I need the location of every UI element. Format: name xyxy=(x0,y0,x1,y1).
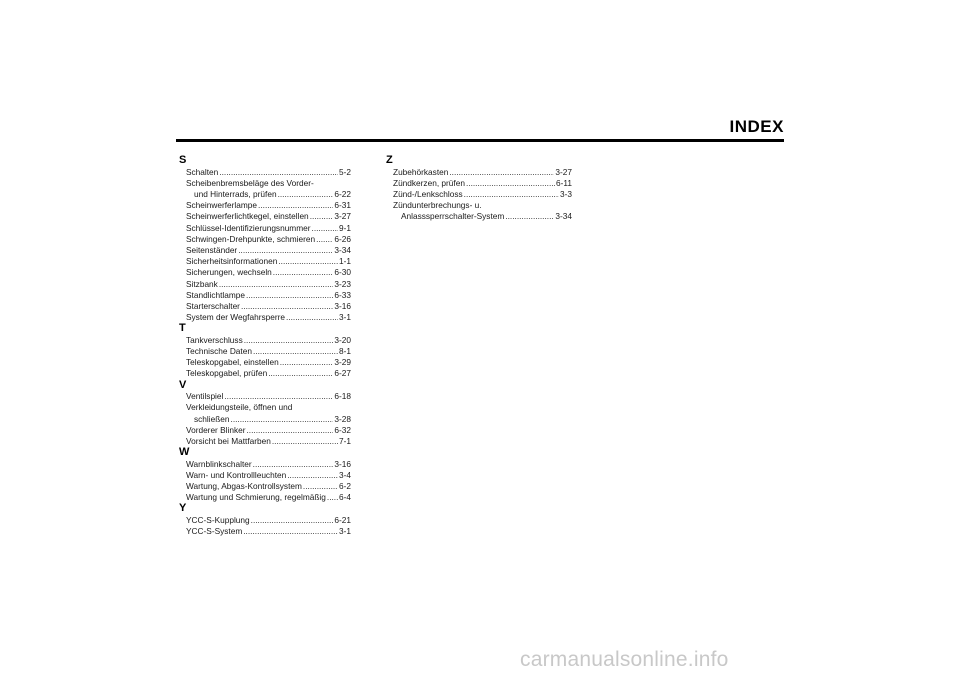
index-entry xyxy=(386,167,572,178)
index-entry-page: 6-31 xyxy=(334,200,351,211)
index-entry xyxy=(179,357,351,368)
index-entry-text: Starterschalter xyxy=(186,300,240,311)
index-entry-page: 3-1 xyxy=(339,526,351,537)
index-entry xyxy=(386,189,572,200)
index-entry-text: YCC-S-System xyxy=(186,526,243,537)
index-entry-page: 6-11 xyxy=(556,177,572,188)
index-entry-page: 3-16 xyxy=(334,458,351,469)
dot-leader xyxy=(253,346,338,357)
dot-leader xyxy=(278,189,334,200)
index-entry-text: Zündunterbrechungs- u. xyxy=(393,200,482,211)
index-entry-text: Zünd-/Lenkschloss xyxy=(393,188,463,199)
index-entry-text: Schlüssel-Identifizierungsnummer xyxy=(186,222,311,233)
index-entry xyxy=(179,368,351,379)
index-entry xyxy=(179,481,351,492)
dot-leader xyxy=(316,234,333,245)
index-entry xyxy=(179,515,351,526)
index-entry-page: 7-1 xyxy=(339,435,351,446)
page-title: INDEX xyxy=(729,117,784,136)
index-entry-page: 3-1 xyxy=(339,312,351,323)
dot-leader xyxy=(231,414,334,425)
index-entry xyxy=(179,492,351,503)
index-entry-text: Scheibenbremsbeläge des Vorder- xyxy=(186,177,314,188)
dot-leader xyxy=(464,189,559,200)
index-entry-page: 3-34 xyxy=(555,211,572,222)
index-entry-continuation: und Hinterrads, prüfen xyxy=(194,188,277,199)
index-letter-y: Y xyxy=(179,502,187,515)
index-entry-text: Scheinwerferlampe xyxy=(186,200,258,211)
index-entry-text: Verkleidungsteile, öffnen und xyxy=(186,402,293,413)
index-entry xyxy=(179,290,351,301)
dot-leader xyxy=(310,211,334,222)
index-entry-text: Schwingen-Drehpunkte, schmieren xyxy=(186,233,316,244)
index-entry-text: Technische Daten xyxy=(186,346,252,357)
dot-leader xyxy=(280,357,334,368)
index-entry-page: 1-1 xyxy=(339,256,351,267)
index-entry-page: 6-2 xyxy=(339,481,351,492)
index-entry-text: Warn- und Kontrollleuchten xyxy=(186,469,287,480)
index-entry xyxy=(179,234,351,245)
dot-leader xyxy=(273,267,334,278)
dot-leader xyxy=(251,515,334,526)
index-entry-text: Standlichtlampe xyxy=(186,289,246,300)
index-entry-page: 3-27 xyxy=(334,211,351,222)
dot-leader xyxy=(258,200,333,211)
index-column-right xyxy=(386,155,572,223)
index-entry xyxy=(179,223,351,234)
dot-leader xyxy=(303,481,338,492)
index-entry xyxy=(179,414,351,425)
index-entry xyxy=(179,167,351,178)
dot-leader xyxy=(286,312,338,323)
index-entry-text: Sitzbank xyxy=(186,278,218,289)
index-entry xyxy=(179,279,351,290)
index-entry-text: Zündkerzen, prüfen xyxy=(393,177,465,188)
index-entry xyxy=(179,267,351,278)
index-entry xyxy=(179,312,351,323)
index-entry-continuation: Anlasssperrschalter-System xyxy=(401,211,505,222)
index-letter-v: V xyxy=(179,378,187,391)
index-entry-page: 3-20 xyxy=(334,334,351,345)
dot-leader xyxy=(247,425,334,436)
index-entry-text: Teleskopgabel, prüfen xyxy=(186,368,268,379)
dot-leader xyxy=(219,279,334,290)
index-entry-page: 3-34 xyxy=(334,244,351,255)
index-entry xyxy=(179,459,351,470)
watermark: carmanualsonline.info xyxy=(520,648,729,671)
index-entry-text: Tankverschluss xyxy=(186,334,243,345)
index-entry xyxy=(179,200,351,211)
index-entry xyxy=(179,335,351,346)
index-entry-page: 6-27 xyxy=(334,368,351,379)
index-entry-text: Schalten xyxy=(186,166,219,177)
dot-leader xyxy=(238,245,333,256)
index-entry xyxy=(179,391,351,402)
index-entry-page: 3-29 xyxy=(334,357,351,368)
index-entry xyxy=(179,245,351,256)
index-entry-text: Warnblinkschalter xyxy=(186,458,252,469)
dot-leader xyxy=(246,290,333,301)
index-entry xyxy=(179,346,351,357)
index-entry-page: 9-1 xyxy=(339,222,351,233)
index-entry-page: 3-27 xyxy=(555,166,572,177)
index-entry-text: Ventilspiel xyxy=(186,391,224,402)
index-entry-text: System der Wegfahrsperre xyxy=(186,312,285,323)
index-entry xyxy=(179,526,351,537)
index-entry-page: 6-32 xyxy=(334,424,351,435)
dot-leader xyxy=(287,470,338,481)
index-entry-page: 6-30 xyxy=(334,267,351,278)
index-letter-t: T xyxy=(179,322,186,335)
dot-leader xyxy=(268,368,333,379)
index-entry-page: 3-16 xyxy=(334,300,351,311)
index-entry-text: Scheinwerferlichtkegel, einstellen xyxy=(186,211,309,222)
dot-leader xyxy=(224,391,333,402)
index-entry-page: 6-18 xyxy=(334,391,351,402)
index-entry xyxy=(179,425,351,436)
dot-leader xyxy=(449,167,554,178)
index-entry-page: 6-22 xyxy=(334,188,351,199)
index-entry-page: 6-21 xyxy=(334,514,351,525)
index-column-left xyxy=(179,155,351,537)
dot-leader xyxy=(278,256,338,267)
dot-leader xyxy=(253,459,334,470)
dot-leader xyxy=(272,436,338,447)
index-letter-w: W xyxy=(179,446,190,459)
dot-leader xyxy=(219,167,338,178)
index-entry xyxy=(179,470,351,481)
index-entry xyxy=(179,189,351,200)
index-entry-text: Wartung und Schmierung, regelmäßig xyxy=(186,492,326,503)
index-entry xyxy=(386,211,572,222)
index-entry xyxy=(179,436,351,447)
index-entry-page: 3-3 xyxy=(560,188,572,199)
header-rule xyxy=(176,139,784,142)
index-entry-text: Sicherheitsinformationen xyxy=(186,256,278,267)
dot-leader xyxy=(505,211,554,222)
index-entry-page: 6-33 xyxy=(334,289,351,300)
index-entry-text: Vorderer Blinker xyxy=(186,424,246,435)
index-letter-z: Z xyxy=(386,154,393,166)
index-entry-page: 3-23 xyxy=(334,278,351,289)
index-entry xyxy=(179,256,351,267)
index-entry-text: Zubehörkasten xyxy=(393,166,449,177)
index-entry-page: 6-4 xyxy=(339,492,351,503)
dot-leader xyxy=(327,492,338,503)
index-entry-continuation: schließen xyxy=(194,413,230,424)
index-entry-page: 3-4 xyxy=(339,469,351,480)
index-entry-text: Seitenständer xyxy=(186,244,238,255)
index-entry xyxy=(179,301,351,312)
index-entry xyxy=(386,178,572,189)
index-entry-page: 8-1 xyxy=(339,346,351,357)
dot-leader xyxy=(243,526,338,537)
index-entry-text: Teleskopgabel, einstellen xyxy=(186,357,279,368)
dot-leader xyxy=(244,335,334,346)
index-entry-page: 6-26 xyxy=(334,233,351,244)
index-entry xyxy=(179,211,351,222)
index-letter-s: S xyxy=(179,154,187,166)
index-entry-text: Sicherungen, wechseln xyxy=(186,267,272,278)
index-entry-page: 5-2 xyxy=(339,166,351,177)
index-entry-text: Wartung, Abgas-Kontrollsystem xyxy=(186,481,302,492)
dot-leader xyxy=(466,178,555,189)
index-entry-page: 3-28 xyxy=(334,413,351,424)
index-entry-text: Vorsicht bei Mattfarben xyxy=(186,435,271,446)
dot-leader xyxy=(241,301,333,312)
dot-leader xyxy=(312,223,338,234)
index-entry-text: YCC-S-Kupplung xyxy=(186,514,250,525)
